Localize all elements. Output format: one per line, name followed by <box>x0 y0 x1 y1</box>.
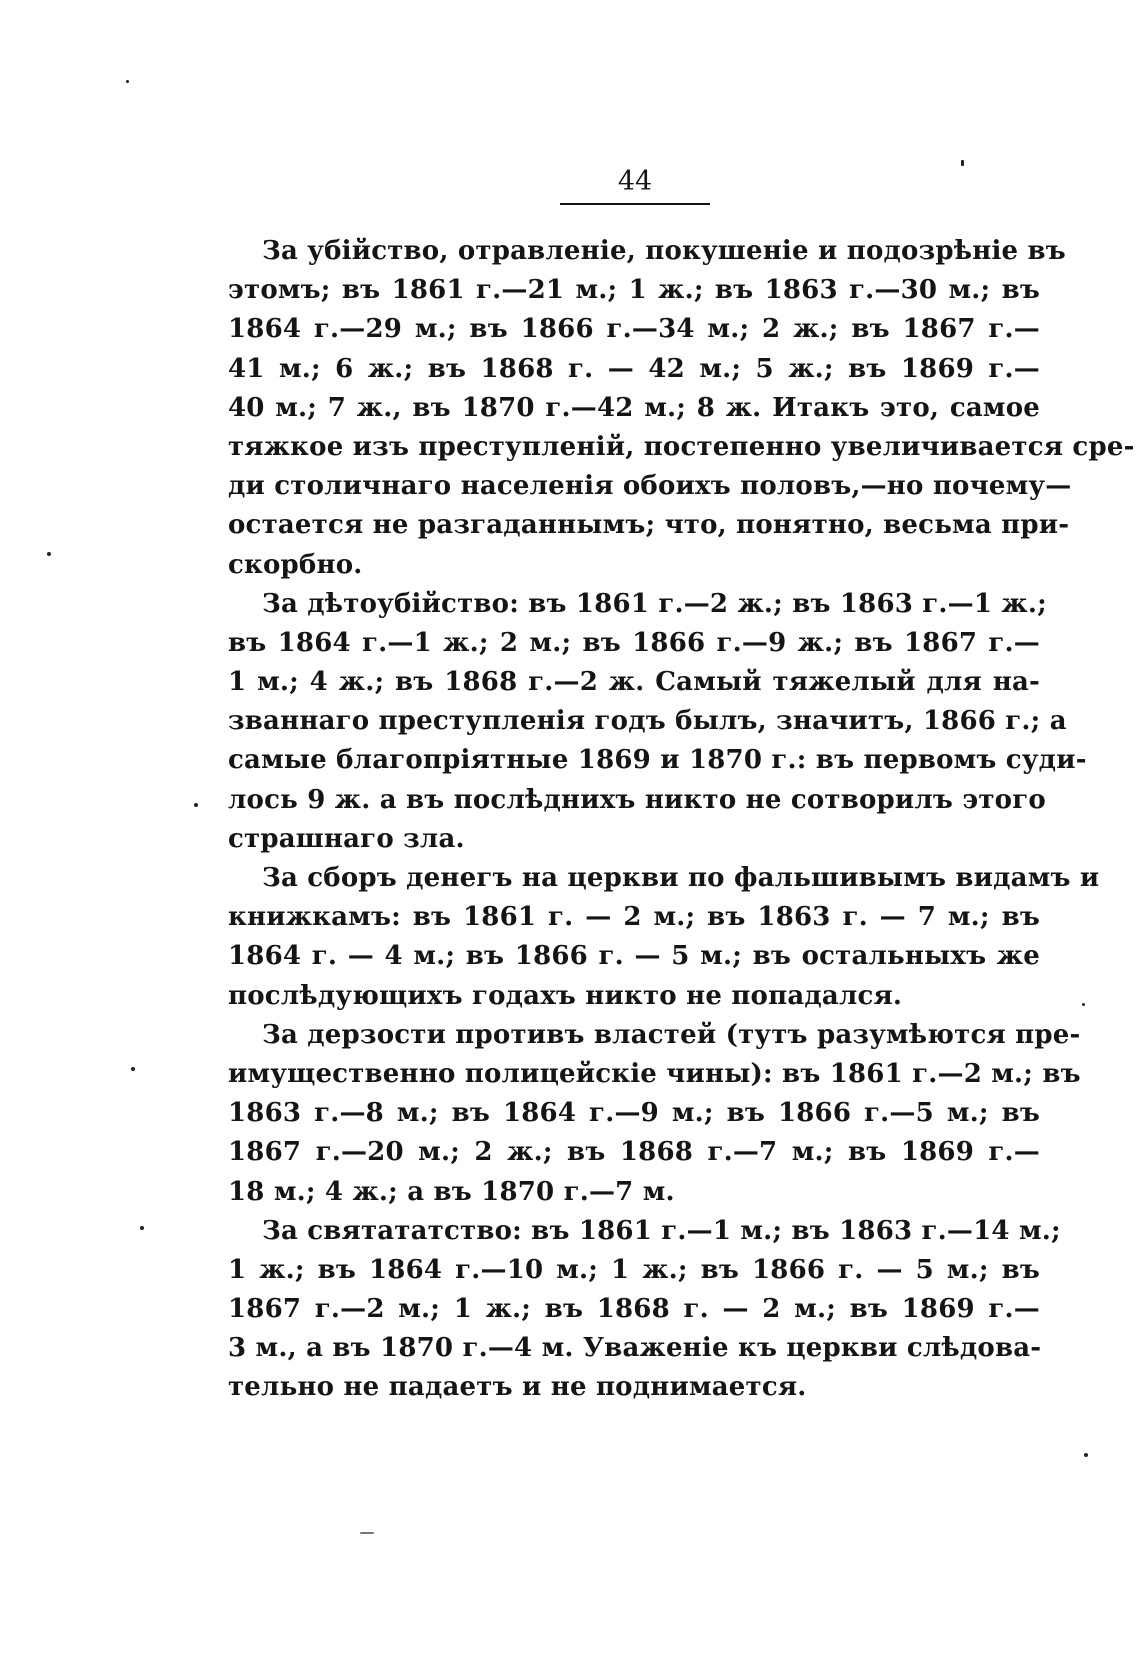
text-line: 18 м.; 4 ж.; а въ 1870 г.—7 м. <box>228 1176 675 1207</box>
page-number-rule <box>560 203 710 205</box>
text-line: За убійство, отравленіе, покушеніе и подозрѣніе въ <box>262 236 1066 266</box>
text-line: За святататство: въ 1861 г.—1 м.; въ 1863 г.—14 м.; <box>262 1215 1061 1246</box>
text-line: въ 1864 г.—1 ж.; 2 м.; въ 1866 г.—9 ж.; въ 1867 г.— <box>228 627 1040 658</box>
text-line: За дѣтоубійство: въ 1861 г.—2 ж.; въ 1863 г.—1 ж.; <box>262 588 1047 619</box>
text-line: 3 м., а въ 1870 г.—4 м. Уваженіе къ церкви слѣдова- <box>228 1333 1042 1364</box>
text-line: За дерзости противъ властей (тутъ разумѣются пре- <box>262 1019 1081 1050</box>
scan-speck <box>194 803 198 807</box>
scan-speck <box>140 1226 144 1230</box>
text-line: книжкамъ: въ 1861 г. — 2 м.; въ 1863 г. — 7 м.; въ <box>228 902 1040 933</box>
text-line: тельно не падаетъ и не поднимается. <box>228 1372 807 1403</box>
text-line: 1867 г.—20 м.; 2 ж.; въ 1868 г.—7 м.; въ 1869 г.— <box>228 1137 1040 1168</box>
text-line: 1 ж.; въ 1864 г.—10 м.; 1 ж.; въ 1866 г. — 5 м.; въ <box>228 1254 1040 1285</box>
text-line: имущественно полицейскіе чины): въ 1861 г.—2 м.; въ <box>228 1058 1081 1089</box>
scan-speck <box>131 1067 135 1071</box>
text-line: 1867 г.—2 м.; 1 ж.; въ 1868 г. — 2 м.; въ 1869 г.— <box>228 1294 1040 1325</box>
text-line: послѣдующихъ годахъ никто не попадался. <box>228 980 903 1011</box>
text-line: остается не разгаданнымъ; что, понятно, весьма при- <box>228 510 1070 541</box>
text-line: этомъ; въ 1861 г.—21 м.; 1 ж.; въ 1863 г.—30 м.; въ <box>228 275 1040 306</box>
scan-speck <box>360 1532 374 1534</box>
body-text <box>228 232 1135 1408</box>
text-line: 1 м.; 4 ж.; въ 1868 г.—2 ж. Самый тяжелый для на- <box>228 667 1040 698</box>
text-line: званнаго преступленія годъ былъ, значитъ, 1866 г.; а <box>228 706 1067 737</box>
text-line: 41 м.; 6 ж.; въ 1868 г. — 42 м.; 5 ж.; въ 1869 г.— <box>228 353 1040 384</box>
text-line: тяжкое изъ преступленій, постепенно увеличивается сре- <box>228 431 1135 462</box>
scan-speck <box>47 552 51 556</box>
scan-speck <box>126 80 129 83</box>
text-line: 1864 г. — 4 м.; въ 1866 г. — 5 м.; въ остальныхъ же <box>228 941 1040 972</box>
text-line: 1864 г.—29 м.; въ 1866 г.—34 м.; 2 ж.; въ 1867 г.— <box>228 314 1040 345</box>
scan-speck <box>1084 1453 1088 1457</box>
scan-speck <box>1082 1003 1085 1006</box>
scan-speck <box>961 160 964 166</box>
text-line: 1863 г.—8 м.; въ 1864 г.—9 м.; въ 1866 г.—5 м.; въ <box>228 1098 1040 1129</box>
text-line: 40 м.; 7 ж., въ 1870 г.—42 м.; 8 ж. Итакъ это, самое <box>228 392 1040 423</box>
text-line: самые благопріятные 1869 и 1870 г.: въ первомъ суди- <box>228 745 1087 776</box>
page-number: 44 <box>617 166 653 197</box>
text-line: страшнаго зла. <box>228 823 465 854</box>
text-line: скорбно. <box>228 549 363 580</box>
text-line: За сборъ денегъ на церкви по фальшивымъ видамъ и <box>262 863 1100 893</box>
text-line: лось 9 ж. а въ послѣднихъ никто не сотворилъ этого <box>228 784 1046 815</box>
text-line: ди столичнаго населенія обоихъ половъ,—но почему— <box>228 471 1072 502</box>
